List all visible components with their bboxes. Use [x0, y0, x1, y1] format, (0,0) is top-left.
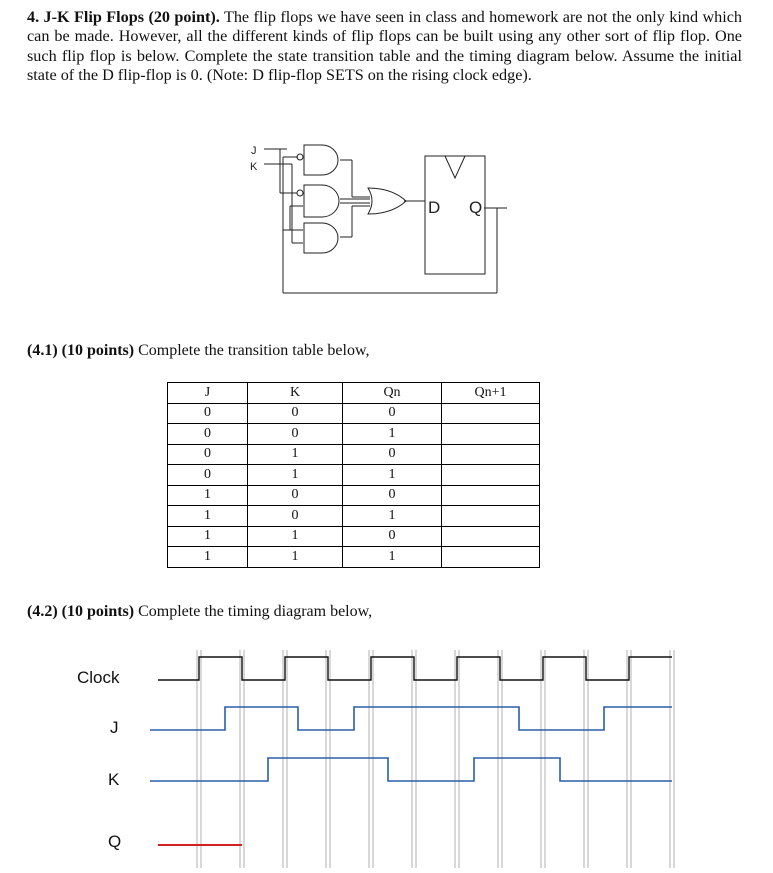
header-qn: Qn	[343, 383, 442, 404]
cell-j: 1	[168, 506, 248, 527]
clock-waveform	[158, 657, 672, 680]
cell-qn: 0	[343, 403, 442, 424]
cell-qn-plus-1[interactable]	[442, 403, 540, 424]
table-row	[168, 465, 540, 486]
k-waveform	[150, 758, 672, 781]
jk-circuit-diagram	[230, 140, 530, 300]
section-4-2-number: (4.2)	[27, 603, 58, 620]
cell-k: 0	[248, 485, 343, 506]
section-4-1-number: (4.1)	[27, 342, 58, 359]
table-row	[168, 485, 540, 506]
cell-k: 1	[248, 444, 343, 465]
cell-k: 0	[248, 506, 343, 527]
cell-k: 1	[248, 547, 343, 568]
q-label: Q	[108, 832, 122, 851]
table-row	[168, 424, 540, 445]
section-4-1-points: (10 points)	[61, 342, 135, 359]
clock-label: Clock	[77, 668, 120, 687]
cell-qn-plus-1[interactable]	[442, 424, 540, 445]
cell-qn: 1	[343, 506, 442, 527]
cell-qn: 1	[343, 424, 442, 445]
cell-qn-plus-1[interactable]	[442, 444, 540, 465]
problem-statement	[27, 8, 742, 86]
problem-title: 4. J-K Flip Flops (20 point).	[27, 8, 220, 26]
section-4-1-heading	[27, 342, 369, 360]
cell-j: 1	[168, 547, 248, 568]
cell-j: 0	[168, 465, 248, 486]
circuit-svg	[230, 140, 530, 300]
section-4-2-heading	[27, 603, 372, 621]
cell-j: 0	[168, 444, 248, 465]
section-4-2-points: (10 points)	[61, 603, 135, 620]
cell-qn-plus-1[interactable]	[442, 485, 540, 506]
table-row	[168, 526, 540, 547]
cell-qn: 0	[343, 485, 442, 506]
header-j: J	[168, 383, 248, 404]
table-row	[168, 403, 540, 424]
transition-table	[167, 382, 540, 568]
timing-svg	[0, 640, 773, 873]
section-4-2-text: Complete the timing diagram below,	[138, 603, 373, 620]
cell-j: 0	[168, 403, 248, 424]
timing-diagram	[0, 640, 773, 873]
cell-k: 0	[248, 403, 343, 424]
circuit-label-q: Q	[469, 198, 483, 217]
table-row	[168, 444, 540, 465]
cell-qn: 0	[343, 444, 442, 465]
cell-j: 1	[168, 526, 248, 547]
header-k: K	[248, 383, 343, 404]
j-waveform	[150, 707, 672, 730]
header-qn-plus-1: Qn+1	[442, 383, 540, 404]
j-label: J	[110, 718, 119, 737]
cell-qn: 0	[343, 526, 442, 547]
circuit-label-d: D	[428, 198, 441, 217]
cell-k: 1	[248, 465, 343, 486]
table-row	[168, 506, 540, 527]
cell-j: 0	[168, 424, 248, 445]
cell-qn-plus-1[interactable]	[442, 526, 540, 547]
table-row	[168, 547, 540, 568]
cell-k: 1	[248, 526, 343, 547]
cell-j: 1	[168, 485, 248, 506]
cell-qn-plus-1[interactable]	[442, 465, 540, 486]
problem-body: The flip flops we have seen in class and homework are not the only kind which can be made. However, all the different kinds of flip flops can be built using any other sort of flip flop. One such flip flop is below. Complete the state transition table and the timing diagram below. Assume the initial state of the D flip-flop is 0. (Note: D flip-flop SETS on the rising clock edge).	[27, 8, 743, 85]
cell-k: 0	[248, 424, 343, 445]
circuit-label-k: K	[250, 161, 258, 173]
table-header-row	[168, 383, 540, 404]
k-label: K	[108, 770, 120, 789]
section-4-1-text: Complete the transition table below,	[138, 342, 370, 359]
cell-qn-plus-1[interactable]	[442, 506, 540, 527]
cell-qn-plus-1[interactable]	[442, 547, 540, 568]
circuit-label-j: J	[251, 145, 257, 157]
cell-qn: 1	[343, 465, 442, 486]
cell-qn: 1	[343, 547, 442, 568]
